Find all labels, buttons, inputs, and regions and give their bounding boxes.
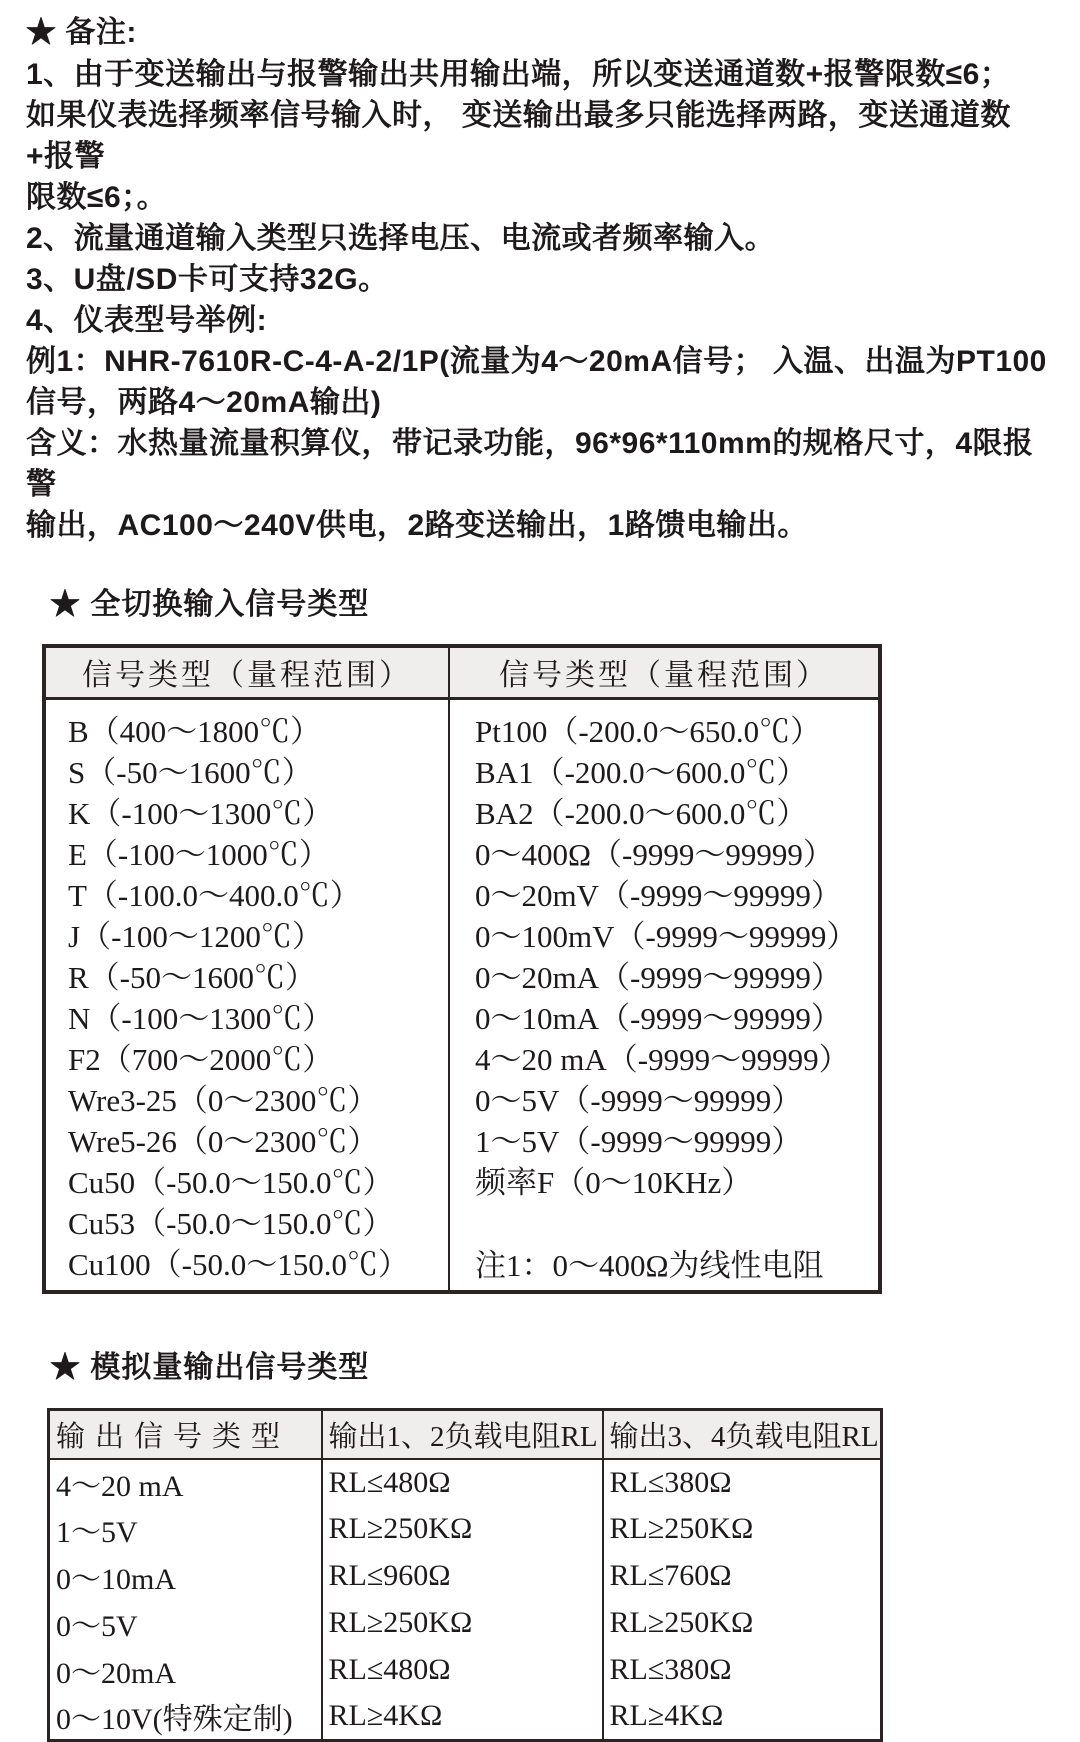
note-line: 例1：NHR-7610R-C-4-A-2/1P(流量为4～20mA信号； 入温、出温为PT100 — [26, 345, 1047, 378]
output-type-cell: 0～10V(特殊定制) — [49, 1694, 322, 1741]
rl34-cell: RL≥250KΩ — [603, 1506, 882, 1553]
output-table-header-rl12: 输出1、2负载电阻RL — [322, 1410, 603, 1459]
signal-range-item: R（-50～1600℃） — [68, 959, 316, 995]
input-signal-table — [42, 644, 882, 1294]
output-type-cell: 0～10mA — [49, 1553, 322, 1600]
note-line: 含义：水热量流量积算仪，带记录功能，96*96*110mm的规格尺寸，4限报警 — [26, 427, 1034, 501]
rl12-cell: RL≤480Ω — [322, 1459, 603, 1506]
signal-range-item: Wre3-25（0～2300℃） — [68, 1082, 379, 1118]
note-line: 信号，两路4～20mA输出) — [26, 386, 382, 419]
notes-section — [26, 12, 1050, 546]
input-table-header-row — [44, 646, 880, 698]
signal-range-item: 4～20 mA（-9999～99999） — [475, 1041, 850, 1077]
output-type-cell: 1～5V — [49, 1506, 322, 1553]
note-line: 如果仪表选择频率信号输入时， 变送输出最多只能选择两路，变送通道数+报警 — [26, 99, 1011, 173]
rl12-cell: RL≥250KΩ — [322, 1600, 603, 1647]
rl12-cell: RL≥250KΩ — [322, 1506, 603, 1553]
signal-range-item: S（-50～1600℃） — [68, 754, 313, 790]
signal-range-item: Cu53（-50.0～150.0℃） — [68, 1205, 394, 1241]
output-type-cell: 0～20mA — [49, 1647, 322, 1694]
note-line: 2、流量通道输入类型只选择电压、电流或者频率输入。 — [26, 222, 776, 255]
rl34-cell: RL≤380Ω — [603, 1647, 882, 1694]
output-type-cell: 0～5V — [49, 1600, 322, 1647]
note-line: 限数≤6；。 — [26, 181, 168, 214]
signal-range-item: 0～400Ω（-9999～99999） — [475, 836, 834, 872]
signal-range-item: N（-100～1300℃） — [68, 1000, 334, 1036]
manual-page — [0, 12, 1080, 1737]
note-line: 4、仪表型号举例: — [26, 304, 268, 337]
input-table-col2-header: 信号类型（量程范围） — [449, 646, 880, 698]
signal-range-item: T（-100.0～400.0℃） — [68, 877, 361, 913]
signal-range-item: F2（700～2000℃） — [68, 1041, 334, 1077]
output-table-header-rl34: 输出3、4负载电阻RL — [603, 1410, 882, 1459]
notes-heading: ★ 备注: — [26, 16, 137, 49]
signal-range-item: K（-100～1300℃） — [68, 795, 334, 831]
table-row — [49, 1459, 882, 1506]
table-row — [49, 1600, 882, 1647]
input-signal-section-heading: ★ 全切换输入信号类型 — [50, 588, 370, 621]
output-signal-section-heading: ★ 模拟量输出信号类型 — [50, 1351, 370, 1384]
signal-range-item: 0～5V（-9999～99999） — [475, 1082, 803, 1118]
output-type-cell: 4～20 mA — [49, 1459, 322, 1506]
signal-range-item: J（-100～1200℃） — [68, 918, 323, 954]
rl12-cell: RL≤480Ω — [322, 1647, 603, 1694]
rl34-cell: RL≤380Ω — [603, 1459, 882, 1506]
table-row — [49, 1553, 882, 1600]
signal-range-item: BA1（-200.0～600.0℃） — [475, 754, 808, 790]
note-line: 1、由于变送输出与报警输出共用输出端，所以变送通道数+报警限数≤6； — [26, 58, 1011, 91]
signal-range-item: B（400～1800℃） — [68, 713, 322, 749]
signal-range-item: 1～5V（-9999～99999） — [475, 1123, 803, 1159]
rl34-cell: RL≤760Ω — [603, 1553, 882, 1600]
signal-range-item: 0～100mV（-9999～99999） — [475, 918, 858, 954]
output-signal-table — [47, 1408, 883, 1742]
input-table-body-row — [44, 698, 880, 1292]
linear-resistance-note: 注1：0～400Ω为线性电阻 — [475, 1247, 824, 1283]
table-row — [49, 1647, 882, 1694]
rl34-cell: RL≥4KΩ — [603, 1694, 882, 1741]
signal-range-item: Pt100（-200.0～650.0℃） — [475, 713, 822, 749]
rl12-cell: RL≥4KΩ — [322, 1694, 603, 1741]
signal-range-item: BA2（-200.0～600.0℃） — [475, 795, 808, 831]
rl34-cell: RL≥250KΩ — [603, 1600, 882, 1647]
signal-range-item: 频率F（0～10KHz） — [475, 1164, 753, 1200]
signal-range-item: 0～20mV（-9999～99999） — [475, 877, 842, 913]
output-table-header-row — [49, 1410, 882, 1459]
output-table-header-type: 输出信号类型 — [49, 1410, 322, 1459]
table-row — [49, 1694, 882, 1741]
table-row — [49, 1506, 882, 1553]
signal-range-item: Wre5-26（0～2300℃） — [68, 1123, 379, 1159]
signal-range-item: 0～10mA（-9999～99999） — [475, 1000, 842, 1036]
note-line: 输出，AC100～240V供电，2路变送输出，1路馈电输出。 — [26, 509, 808, 542]
input-table-col2-cell — [449, 698, 880, 1292]
rl12-cell: RL≤960Ω — [322, 1553, 603, 1600]
signal-range-item: Cu50（-50.0～150.0℃） — [68, 1164, 394, 1200]
signal-range-item: 0～20mA（-9999～99999） — [475, 959, 842, 995]
signal-range-item: Cu100（-50.0～150.0℃） — [68, 1246, 409, 1282]
signal-range-item: E（-100～1000℃） — [68, 836, 330, 872]
input-table-col1-cell — [44, 698, 449, 1292]
input-table-col1-header: 信号类型（量程范围） — [44, 646, 449, 698]
note-line: 3、U盘/SD卡可支持32G。 — [26, 263, 389, 296]
